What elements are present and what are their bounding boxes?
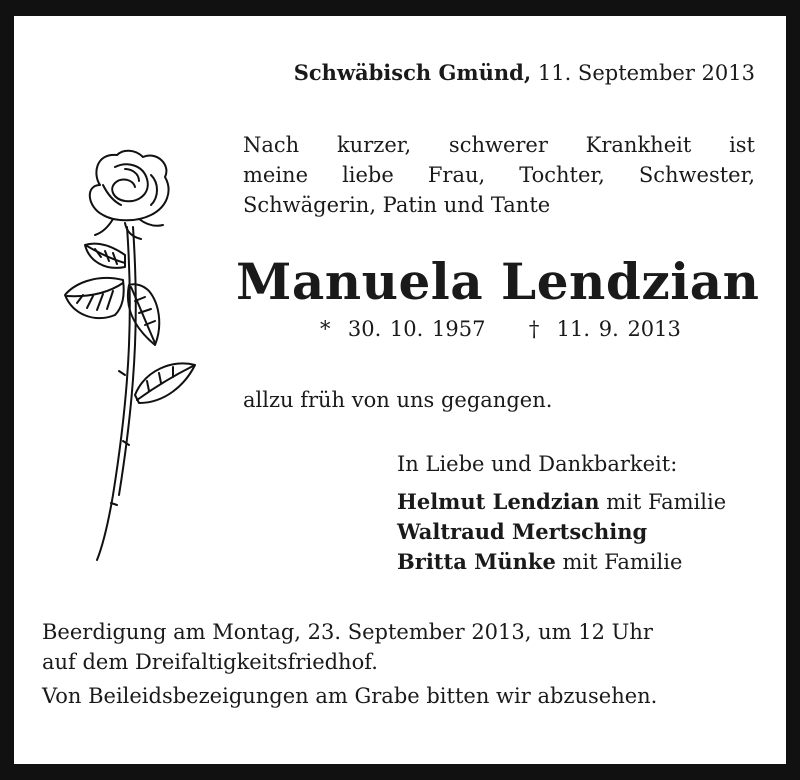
passed-text: allzu früh von uns gegangen. bbox=[243, 388, 553, 412]
intro-line: Nach kurzer, schwerer Krankheit ist bbox=[243, 133, 755, 157]
intro-line: meine liebe Frau, Tochter, Schwester, bbox=[243, 163, 755, 187]
mourner-name: Waltraud Mertsching bbox=[397, 519, 648, 544]
mourners-intro: In Liebe und Dankbarkeit: bbox=[397, 452, 678, 476]
life-dates bbox=[320, 317, 681, 341]
funeral-info bbox=[42, 617, 653, 677]
condolence-note: Von Beileidsbezeigungen am Grabe bitten wir abzusehen. bbox=[42, 684, 658, 708]
place-date-line bbox=[294, 60, 755, 85]
date: 11. September 2013 bbox=[537, 61, 755, 85]
rose-illustration bbox=[55, 145, 210, 565]
funeral-line: auf dem Dreifaltigkeitsfriedhof. bbox=[42, 650, 378, 674]
intro-line: Schwägerin, Patin und Tante bbox=[243, 193, 551, 217]
mourner-name: Britta Münke bbox=[397, 549, 556, 574]
intro-text bbox=[243, 130, 755, 220]
funeral-line: Beerdigung am Montag, 23. September 2013, um 12 Uhr bbox=[42, 620, 653, 644]
place: Schwäbisch Gmünd, bbox=[293, 60, 532, 85]
mourner-name: Helmut Lendzian bbox=[397, 489, 600, 514]
mourner bbox=[397, 517, 726, 547]
deceased-name: Manuela Lendzian bbox=[236, 252, 760, 311]
mourner bbox=[397, 487, 726, 517]
mourners-list bbox=[397, 487, 726, 577]
life-dates-text: * 30. 10. 1957 † 11. 9. 2013 bbox=[320, 317, 681, 341]
mourner-suffix: mit Familie bbox=[555, 550, 683, 574]
mourner bbox=[397, 547, 726, 577]
mourner-suffix: mit Familie bbox=[599, 490, 727, 514]
